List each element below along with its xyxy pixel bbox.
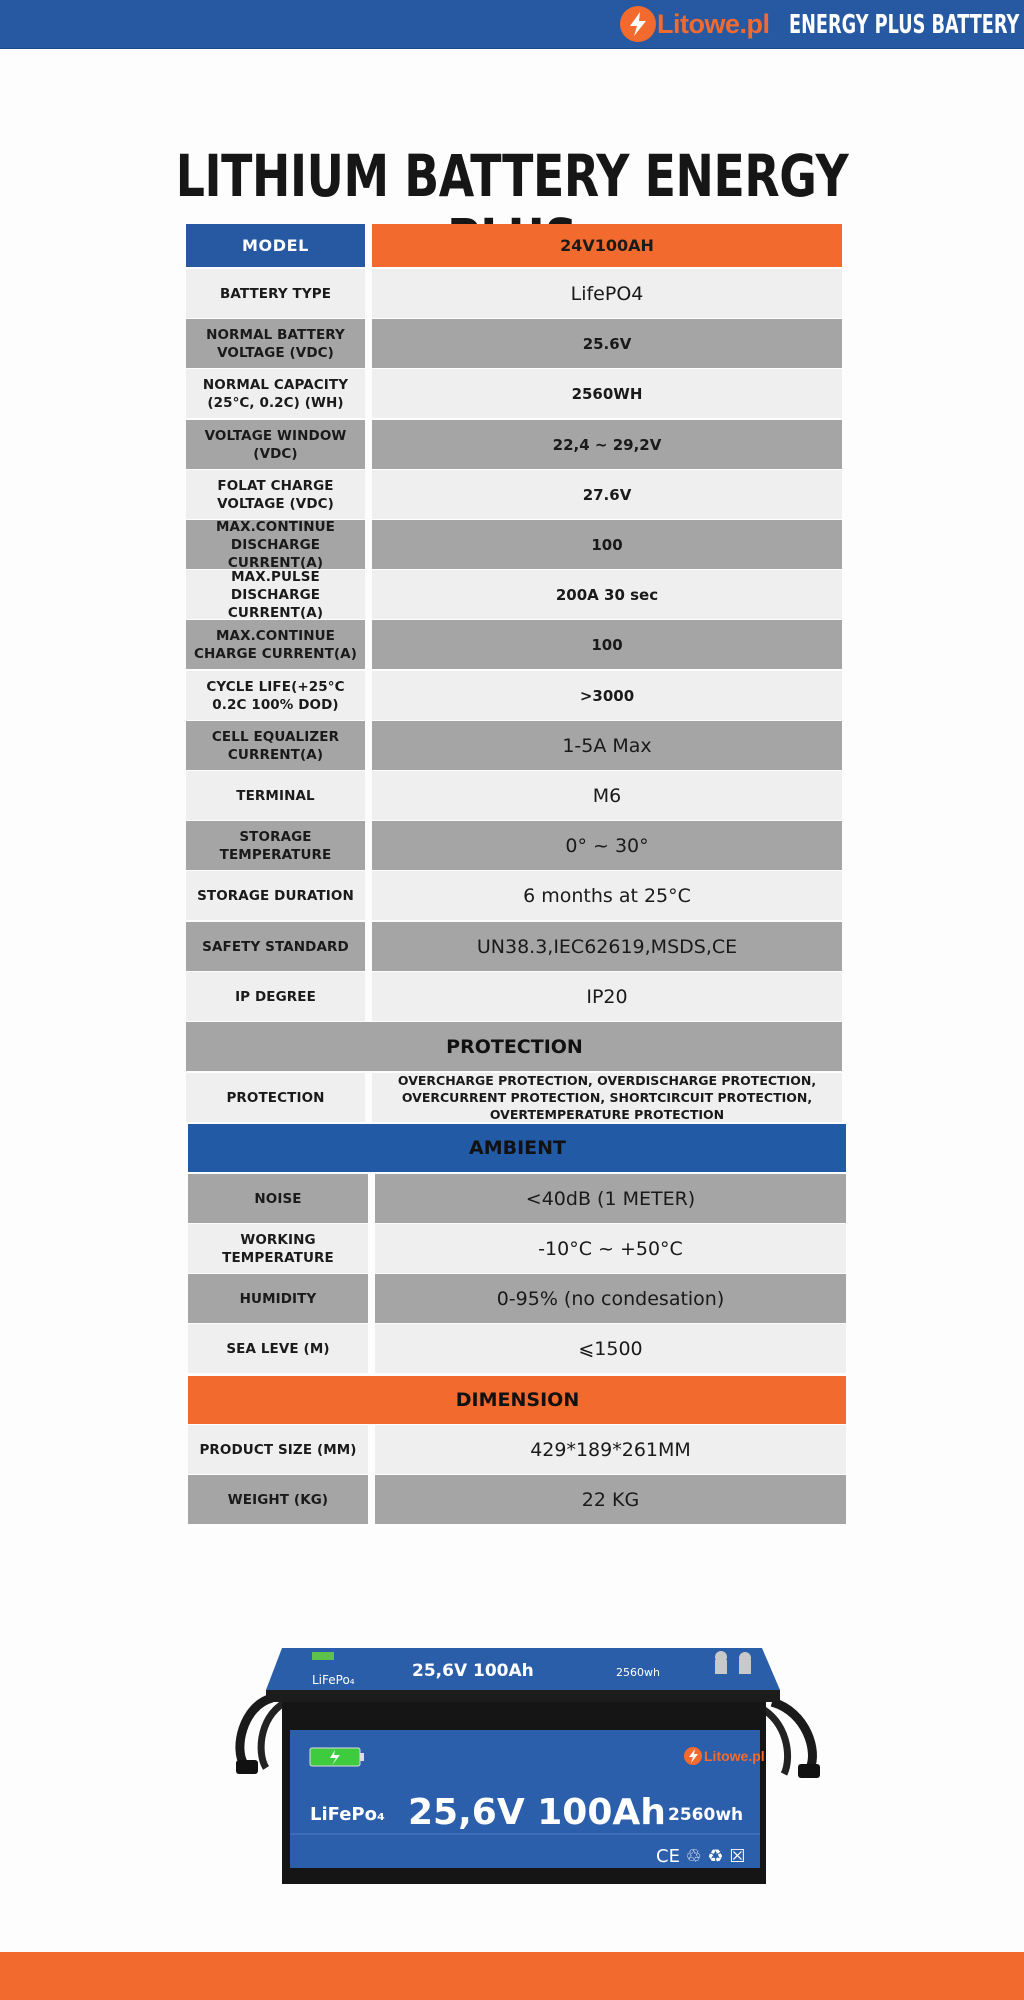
- ambient-label: SEA LEVE (M): [188, 1324, 368, 1373]
- spec-label: NORMAL BATTERY VOLTAGE (VDC): [186, 319, 365, 368]
- spec-label: MAX.PULSE DISCHARGE CURRENT(A): [186, 570, 365, 619]
- spec-label: STORAGE DURATION: [186, 871, 365, 920]
- spec-value: LifePO4: [372, 269, 842, 318]
- spec-value: 200A 30 sec: [372, 570, 842, 619]
- battery-energy-text: 2560wh: [668, 1805, 744, 1825]
- spec-label: MAX.CONTINUE CHARGE CURRENT(A): [186, 620, 365, 669]
- spec-value: 1-5A Max: [372, 721, 842, 770]
- ambient-band: AMBIENT: [188, 1124, 846, 1172]
- spec-value: 22,4 ~ 29,2V: [372, 420, 842, 469]
- dimension-label: PRODUCT SIZE (MM): [188, 1425, 368, 1474]
- spec-value: 2560WH: [372, 369, 842, 418]
- dimension-band: DIMENSION: [188, 1376, 846, 1424]
- banner-title: ENERGY PLUS BATTERY: [789, 10, 1020, 40]
- lid-energy-label: 2560wh: [616, 1666, 660, 1679]
- ambient-label: NOISE: [188, 1174, 368, 1223]
- spec-value: M6: [372, 771, 842, 820]
- ambient-value: 0-95% (no condesation): [375, 1274, 846, 1323]
- spec-label: MAX.CONTINUE DISCHARGE CURRENT(A): [186, 520, 365, 569]
- dimension-label: WEIGHT (KG): [188, 1475, 368, 1524]
- brand-name: Litowe.pl: [657, 8, 770, 39]
- spec-value: 100: [372, 520, 842, 569]
- protection-value: OVERCHARGE PROTECTION, OVERDISCHARGE PROTECTION, OVERCURRENT PROTECTION, SHORTCIRCUIT PROTECTION, OVERTEMPERATURE PROTECTION: [372, 1073, 842, 1122]
- spec-value: IP20: [372, 972, 842, 1021]
- spec-value: 0° ~ 30°: [372, 821, 842, 870]
- spec-value: 6 months at 25°C: [372, 871, 842, 920]
- spec-label: BATTERY TYPE: [186, 269, 365, 318]
- spec-label: SAFETY STANDARD: [186, 922, 365, 971]
- battery-voltage-text: 25,6V 100Ah: [408, 1792, 666, 1833]
- handle-grip-left: [236, 1760, 258, 1774]
- battery-image: [232, 1640, 826, 1890]
- battery-brand-text: Litowe.pl: [704, 1748, 765, 1764]
- dimension-value: 429*189*261MM: [375, 1425, 846, 1474]
- dimension-value: 22 KG: [375, 1475, 846, 1524]
- battery-cert-marks: CE ♲ ♻ ☒: [656, 1846, 746, 1867]
- spec-label: FOLAT CHARGE VOLTAGE (VDC): [186, 470, 365, 519]
- spec-label: STORAGE TEMPERATURE: [186, 821, 365, 870]
- ambient-label: HUMIDITY: [188, 1274, 368, 1323]
- ambient-label: WORKING TEMPERATURE: [188, 1224, 368, 1273]
- battery-illustration: [232, 1640, 826, 1890]
- spec-label: TERMINAL: [186, 771, 365, 820]
- spec-value: 27.6V: [372, 470, 842, 519]
- spec-value: 25.6V: [372, 319, 842, 368]
- handle-grip-right: [798, 1764, 820, 1778]
- lid-chem-label: LiFePo₄: [312, 1673, 355, 1687]
- spec-value: >3000: [372, 671, 842, 720]
- lid-indicator: [312, 1652, 334, 1660]
- handle-rope-left: [240, 1698, 272, 1764]
- model-label: MODEL: [186, 224, 365, 267]
- ambient-value: -10°C ~ +50°C: [375, 1224, 846, 1273]
- spec-label: IP DEGREE: [186, 972, 365, 1021]
- battery-icon: [310, 1748, 364, 1766]
- spec-label: CELL EQUALIZER CURRENT(A): [186, 721, 365, 770]
- protection-label: PROTECTION: [186, 1073, 365, 1122]
- handle-rope-right: [772, 1702, 812, 1768]
- battery-lid-edge: [266, 1690, 780, 1702]
- spec-value: 100: [372, 620, 842, 669]
- lid-voltage-label: 25,6V 100Ah: [412, 1661, 534, 1681]
- protection-band: PROTECTION: [186, 1022, 842, 1071]
- model-value: 24V100AH: [372, 224, 842, 267]
- bottom-bar: [0, 1952, 1024, 2000]
- spec-value: UN38.3,IEC62619,MSDS,CE: [372, 922, 842, 971]
- ambient-value: ⩽1500: [375, 1324, 846, 1373]
- spec-label: NORMAL CAPACITY (25°C, 0.2C) (WH): [186, 369, 365, 418]
- spec-label: CYCLE LIFE(+25°C 0.2C 100% DOD): [186, 671, 365, 720]
- spec-label: VOLTAGE WINDOW (VDC): [186, 420, 365, 469]
- ambient-value: <40dB (1 METER): [375, 1174, 846, 1223]
- page-title: LITHIUM BATTERY ENERGY: [175, 142, 849, 210]
- battery-chem-text: LiFePo₄: [310, 1804, 385, 1825]
